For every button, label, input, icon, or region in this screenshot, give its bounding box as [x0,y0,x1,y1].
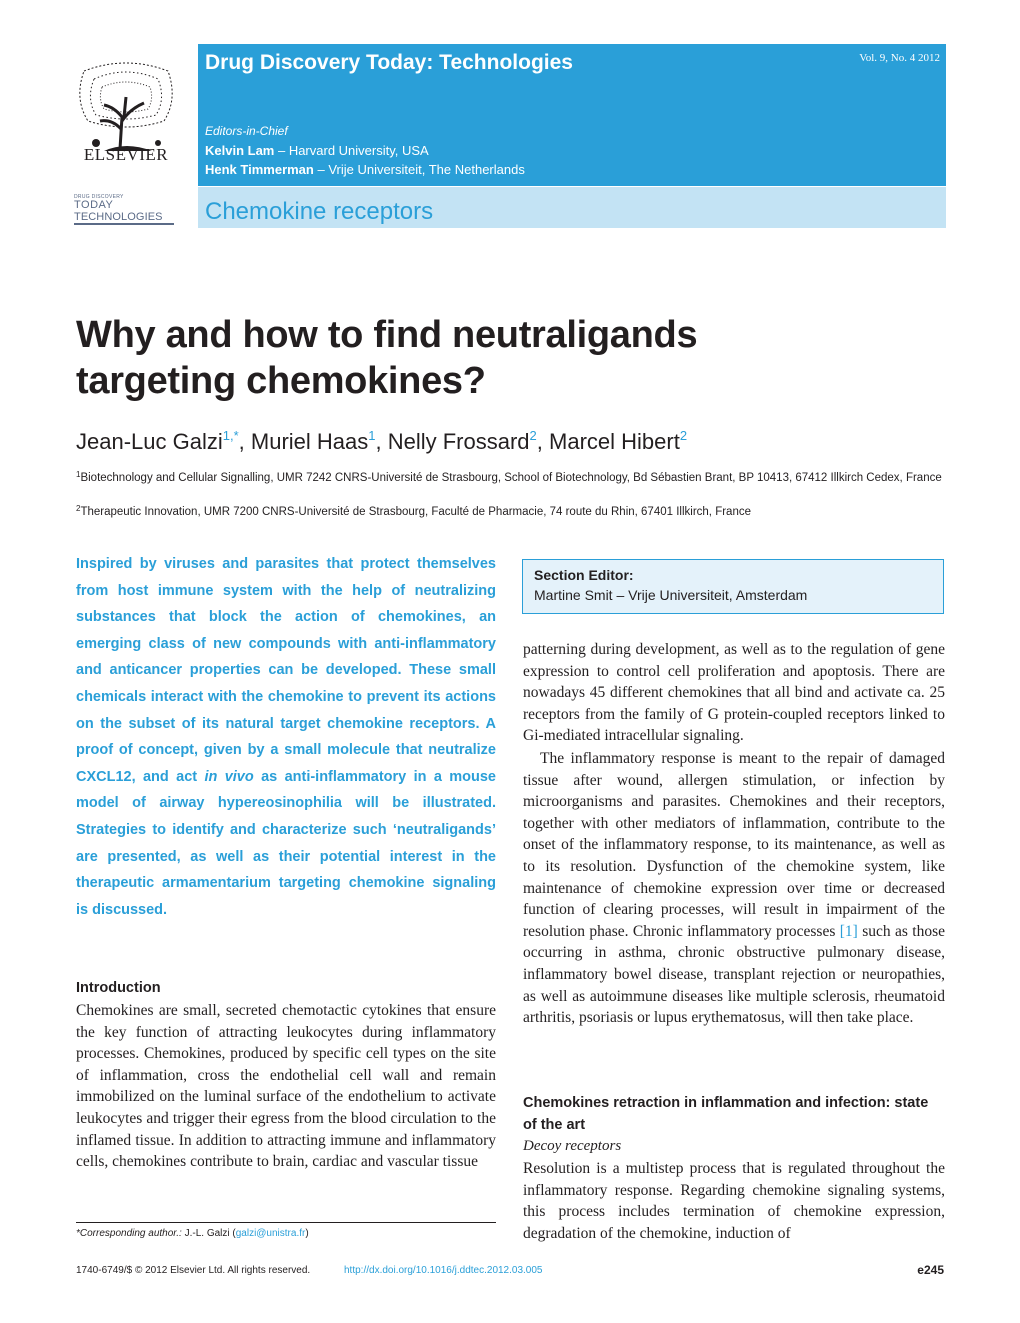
introduction-heading: Introduction [76,980,161,996]
reference-link-1[interactable]: [1] [839,922,858,940]
affiliation-text: Biotechnology and Cellular Signalling, UMR 7242 CNRS-Université de Strasbourg, School of Biotechnology, Bd Sébastien Brant, BP 10413, 67412 Illkirch Cedex, France [80,472,942,484]
author-name: Nelly Frossard [387,429,530,454]
paper-title-line1: Why and how to find neutraligands [76,314,698,356]
right-paragraph-1: patterning during development, as well as to the regulation of gene expression to control cell proliferation and apoptosis. There are nowadays 45 different chemokines that all bind and activate ca. 25 receptors from the family of G protein-coupled receptors linked to Gi-mediated intracellular signaling. [523,641,945,745]
author-name: Marcel Hibert [549,429,680,454]
editor-2-affiliation: – Vrije Universiteit, The Netherlands [313,162,525,177]
decoy-receptors-subheading: Decoy receptors [523,1138,622,1154]
author-affil-marker[interactable]: 2 [529,428,537,443]
author-separator: , [375,429,388,454]
ddt-technologies-logo [74,194,178,232]
editor-2 [205,162,525,177]
editor-2-name: Henk Timmerman [205,162,314,177]
editor-1-affiliation: – Harvard University, USA [274,143,429,158]
corresponding-author-footnote [76,1228,309,1239]
paragraph-2-text-part2: such as those occurring in asthma, chronic obstructive pulmonary disease, inflammatory bowel disease, transplant rejection or neuropathies, as well as autoimmune diseases like multiple sclerosis, rheumatoid arthritis, psoriasis or lupus erythematosus, will then take place. [523,922,946,1027]
paper-title-line2: targeting chemokines? [76,360,486,402]
right-paragraph-2 [523,748,945,1029]
doi-link[interactable]: http://dx.doi.org/10.1016/j.ddtec.2012.03.005 [344,1265,543,1276]
page-number: e245 [917,1263,944,1277]
author-email-link[interactable]: galzi@unistra.fr [235,1228,306,1239]
author-affil-marker[interactable]: 1 [368,428,376,443]
editor-1-name: Kelvin Lam [205,143,275,158]
affiliation-text: Therapeutic Innovation, UMR 7200 CNRS-Université de Strasbourg, Faculté de Pharmacie, 74 route du Rhin, 67401 Illkirch, France [80,506,751,518]
section-editor-name: Martine Smit – Vrije Universiteit, Amsterdam [534,587,808,603]
author-affil-marker[interactable]: 2 [679,428,688,443]
author-affil-marker[interactable]: 1,* [222,428,239,443]
author-separator: , [238,429,251,454]
author-list [76,428,687,455]
editors-label: Editors-in-Chief [205,124,288,138]
footnote-close: ) [305,1228,309,1239]
copyright-notice: 1740-6749/$ © 2012 Elsevier Ltd. All rights reserved. [76,1265,311,1276]
abstract-italic-term: in vivo [204,768,254,785]
ddt-logo-line3: TECHNOLOGIES [74,211,174,225]
ddt-logo-line2: TODAY [74,199,114,211]
editor-1 [205,143,429,158]
abstract-text-part1: Inspired by viruses and parasites that protect themselves from host immune system with the help of neutralizing substances that block the action of chemokines, an emerging class of new compounds with anti-inflammatory and anticancer properties can be developed. These small chemicals interact with the chemokine to prevent its actions on the subset of its natural target chemokine receptors. A proof of concept, given by a small molecule that neutralize CXCL12, and act [76,556,496,785]
paper-title [76,312,936,404]
journal-title: Drug Discovery Today: Technologies [205,51,573,74]
author-separator: , [536,429,550,454]
author-name: Muriel Haas [250,429,369,454]
affiliation-2 [76,500,946,521]
footnote-label: *Corresponding author.: [76,1228,182,1239]
state-of-art-heading: Chemokines retraction in inflammation and infection: state of the art [523,1095,929,1133]
footnote-divider [76,1222,496,1223]
affiliation-number: 1 [76,470,81,479]
introduction-paragraph: Chemokines are small, secreted chemotactic cytokines that ensure the key function of attracting leukocytes during inflammatory processes. Chemokines, produced by specific cell types on the site of inflammation, cross the endothelial cell wall and remain immobilized on the luminal surface of the endothelium to activate leukocytes and trigger their egress from the blood circulation to the inflamed tissue. In addition to attracting immune and inflammatory cells, chemokines contribute to brain, cardiac and vascular tissue [76,1002,496,1171]
footnote-author: J.-L. Galzi ( [181,1228,236,1239]
volume-info: Vol. 9, No. 4 2012 [859,52,940,64]
affiliation-1 [76,466,946,487]
right-paragraph-3: Resolution is a multistep process that is regulated throughout the inflammatory response. Regarding chemokine signaling systems, this process includes termination of chemokine expression, degradation of the chemokine, induction of [523,1160,945,1242]
topic-title: Chemokine receptors [205,198,434,225]
ddt-logo-line1: DRUG DISCOVERY [74,194,124,200]
publisher-name: ELSEVIER [83,145,169,164]
affiliation-number: 2 [76,504,81,513]
abstract [76,551,496,923]
abstract-text-part2: as anti-inflammatory in a mouse model of airway hypereosinophilia will be illustrated. Strategies to identify and characterize such ‘neutraligands’ are presented, as well as their potential interest in the therapeutic armamentarium targeting chemokine signaling is discussed. [76,768,496,918]
paragraph-2-text-part1: The inflammatory response is meant to the repair of damaged tissue after wound, allergen stimulation, or infection by microorganisms and parasites. Chemokines and their receptors, together with other mediators of inflammation, contribute to the onset of the inflammatory response, to its maintenance, as well as to its resolution. Dysfunction of the chemokine system, like maintenance of chemokine expression over time or decreased function of clearing processes, will result in impairment of the resolution phase. Chronic inflammatory processes [523,750,945,940]
author-name: Jean-Luc Galzi [76,429,223,454]
section-editor-label: Section Editor: [534,567,634,583]
